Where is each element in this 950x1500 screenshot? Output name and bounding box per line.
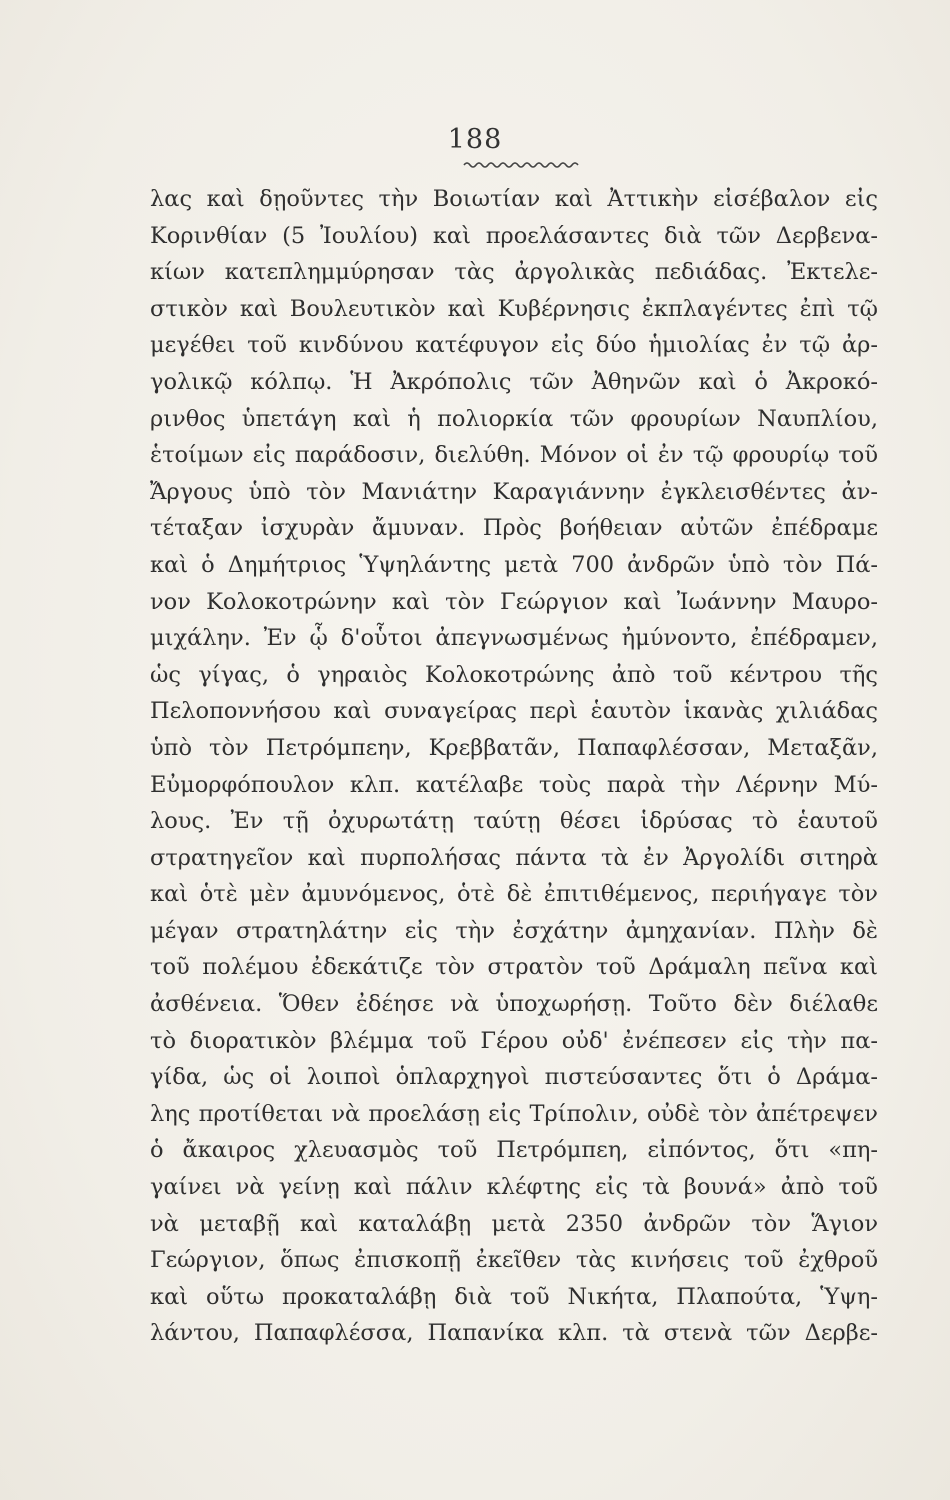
text-line: τέταξαν ἰσχυρὰν ἄμυναν. Πρὸς βοήθειαν αὐτῶν ἐπέδραμε <box>150 515 878 542</box>
text-line: Ἄργους ὑπὸ τὸν Μανιάτην Καραγιάννην ἐγκλεισθέντες ἀν- <box>150 478 878 505</box>
text-line: λάντου, Παπαφλέσσα, Παπανίκα κλπ. τὰ στενὰ τῶν Δερβε- <box>150 1320 878 1347</box>
text-line: Εὐμορφόπουλον κλπ. κατέλαβε τοὺς παρὰ τὴν Λέρνην Μύ- <box>150 771 878 798</box>
text-line: ὁ ἄκαιρος χλευασμὸς τοῦ Πετρόμπεη, εἰπόντος, ὅτι «πη- <box>150 1137 878 1164</box>
text-line: στικὸν καὶ Βουλευτικὸν καὶ Κυβέρνησις ἐκπλαγέντες ἐπὶ τῷ <box>150 295 878 322</box>
text-line: λους. Ἐν τῇ ὀχυρωτάτῃ ταύτῃ θέσει ἱδρύσας τὸ ἑαυτοῦ <box>150 808 878 835</box>
text-line: ἀσθένεια. Ὅθεν ἐδέησε νὰ ὑποχωρήσῃ. Τοῦτο δὲν διέλαθε <box>150 991 878 1018</box>
text-line: τὸ διορατικὸν βλέμμα τοῦ Γέρου οὐδ' ἐνέπεσεν εἰς τὴν πα- <box>150 1027 878 1054</box>
text-line: μεγέθει τοῦ κινδύνου κατέφυγον εἰς δύο ἡμιολίας ἐν τῷ ἀρ- <box>150 332 878 359</box>
body-text <box>150 181 878 1352</box>
text-line: καὶ ὁτὲ μὲν ἀμυνόμενος, ὁτὲ δὲ ἐπιτιθέμενος, περιήγαγε τὸν <box>150 881 878 908</box>
text-line: ρινθος ὑπετάγη καὶ ἡ πολιορκία τῶν φρουρίων Ναυπλίου, <box>150 405 878 432</box>
text-line: Γεώργιον, ὅπως ἐπισκοπῇ ἐκεῖθεν τὰς κινήσεις τοῦ ἐχθροῦ <box>150 1247 878 1274</box>
text-line: λης προτίθεται νὰ προελάσῃ εἰς Τρίπολιν, οὐδὲ τὸν ἀπέτρεψεν <box>150 1100 878 1127</box>
text-line: κίων κατεπλημμύρησαν τὰς ἀργολικὰς πεδιάδας. Ἐκτελε- <box>150 259 878 286</box>
text-line: μέγαν στρατηλάτην εἰς τὴν ἐσχάτην ἀμηχανίαν. Πλὴν δὲ <box>150 917 878 944</box>
text-line: γολικῷ κόλπῳ. Ἡ Ἀκρόπολις τῶν Ἀθηνῶν καὶ ὁ Ἀκροκό- <box>150 368 878 395</box>
text-line: στρατηγεῖον καὶ πυρπολήσας πάντα τὰ ἐν Ἀργολίδι σιτηρὰ <box>150 844 878 871</box>
text-line: ὡς γίγας, ὁ γηραιὸς Κολοκοτρώνης ἀπὸ τοῦ κέντρου τῆς <box>150 661 878 688</box>
text-line: καὶ οὕτω προκαταλάβῃ διὰ τοῦ Νικήτα, Πλαπούτα, Ὑψη- <box>150 1283 878 1310</box>
page-number: 188 <box>447 124 503 155</box>
ornament-divider <box>462 160 582 168</box>
text-line: μιχάλην. Ἐν ᾧ δ'οὗτοι ἀπεγνωσμένως ἠμύνοντο, ἐπέδραμεν, <box>150 625 878 652</box>
text-line: γίδα, ὡς οἱ λοιποὶ ὁπλαρχηγοὶ πιστεύσαντες ὅτι ὁ Δράμα- <box>150 1064 878 1091</box>
text-line: Κορινθίαν (5 Ἰουλίου) καὶ προελάσαντες διὰ τῶν Δερβενα- <box>150 222 878 249</box>
text-line: ἑτοίμων εἰς παράδοσιν, διελύθη. Μόνον οἱ ἐν τῷ φρουρίῳ τοῦ <box>150 442 878 469</box>
text-line: καὶ ὁ Δημήτριος Ὑψηλάντης μετὰ 700 ἀνδρῶν ὑπὸ τὸν Πά- <box>150 551 878 578</box>
text-line: γαίνει νὰ γείνῃ καὶ πάλιν κλέφτης εἰς τὰ βουνά» ἀπὸ τοῦ <box>150 1174 878 1201</box>
text-line: νον Κολοκοτρώνην καὶ τὸν Γεώργιον καὶ Ἰωάννην Μαυρο- <box>150 588 878 615</box>
text-line: ὑπὸ τὸν Πετρόμπεην, Κρεββατᾶν, Παπαφλέσσαν, Μεταξᾶν, <box>150 734 878 761</box>
text-line: Πελοποννήσου καὶ συναγείρας περὶ ἑαυτὸν ἱκανὰς χιλιάδας <box>150 698 878 725</box>
text-line: νὰ μεταβῇ καὶ καταλάβῃ μετὰ 2350 ἀνδρῶν τὸν Ἅγιον <box>150 1210 878 1237</box>
text-line: τοῦ πολέμου ἐδεκάτιζε τὸν στρατὸν τοῦ Δράμαλη πεῖνα καὶ <box>150 954 878 981</box>
text-line: λας καὶ δῃοῦντες τὴν Βοιωτίαν καὶ Ἀττικὴν εἰσέβαλον εἰς <box>150 186 878 212</box>
